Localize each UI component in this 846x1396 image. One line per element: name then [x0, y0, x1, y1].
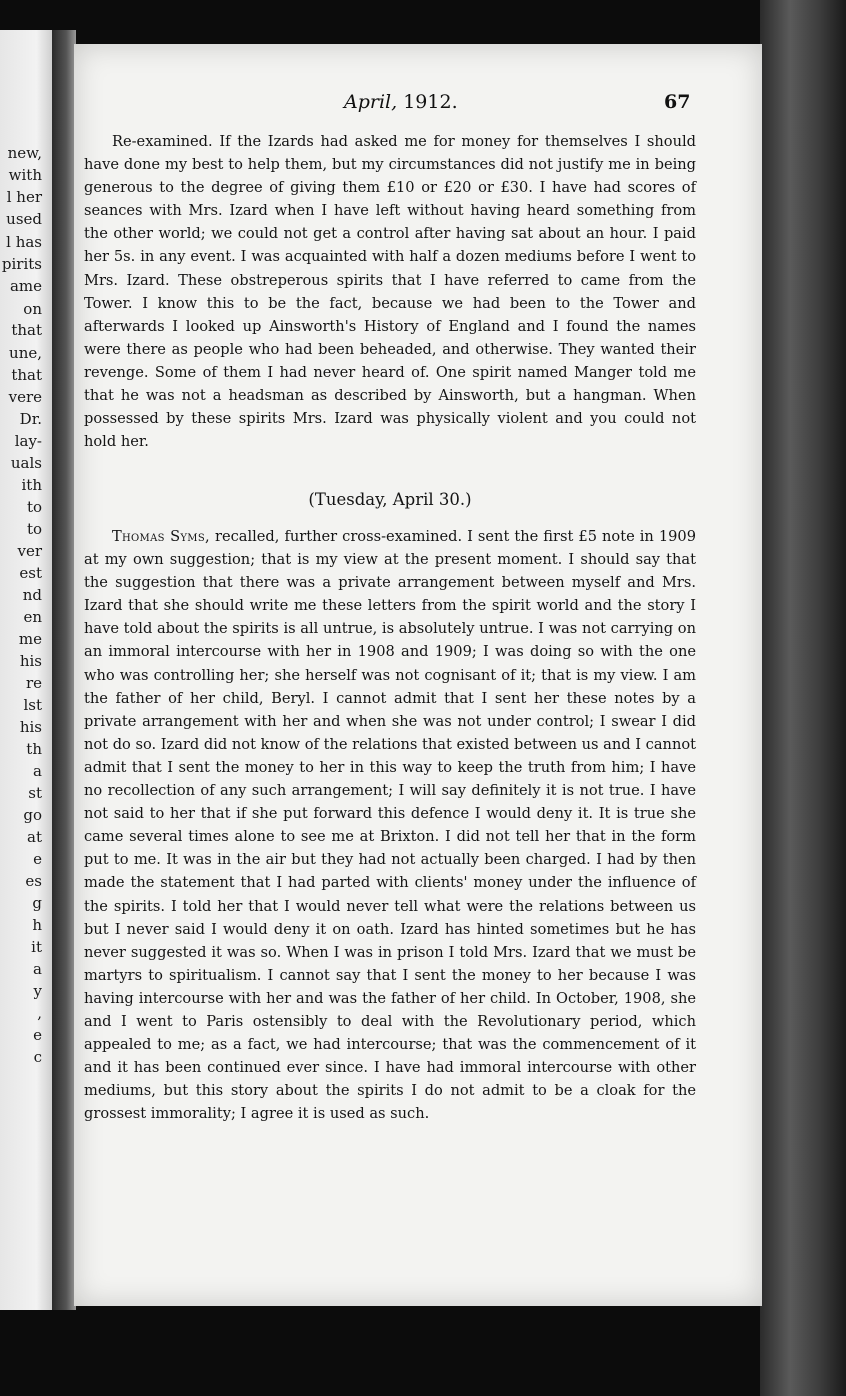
paragraph-re-examined: Re-examined. If the Izards had asked me for money for themselves I should have done my best to help them, but my circumstances did not justify me in being generous to the degree of giving them £10 or £20 or £30. I have had scores of seances with Mrs. Izard when I have left without having heard something from the other world; we could not get a control after having sat about an hour. I paid her 5s. in any event. I was acquainted with half a dozen mediums before I went to Mrs. Izard. These obstreperous spirits that I have referred to came from the Tower. I know this to be the fact, because we had been to the Tower and afterwards I looked up Ainsworth's History of England and I found the names were there as people who had been beheaded, and otherwise. They wanted their revenge. Some of them I had never heard of. One spirit named Manger told me that he was not a headsman as described by Ainsworth, but a hangman. When possessed by these spirits Mrs. Izard was physically violent and you could not hold her. — [84, 133, 696, 451]
facing-page-fragment — [0, 30, 52, 1310]
left-line-fragment: ver — [17, 542, 42, 560]
left-line-fragment: at — [27, 828, 42, 846]
left-line-fragment: that — [11, 321, 42, 339]
left-line-fragment: l her — [6, 188, 42, 206]
testimony-text: recalled, further cross-examined. I sent the first £5 note in 1909 at my own suggestion; that is my view at the present moment. I should say that the suggestion that there was a private arrangement between myself and Mrs. Izard that she should write me these letters from the spirit world and the story I have told about the spirits is all untrue, is absolutely untrue. I was not carrying on an immoral intercourse with her in 1908 and 1909; I was doing so with the one who was controlling her; she herself was not cognisant of it; that is my view. I am the father of her child, Beryl. I cannot admit that I sent her these notes by a private arrangement with her and when she was not under control; I swear I did not do so. Izard did not know of the relations that existed between us and I cannot admit that I sent the money to her in this way to keep the truth from him; I have no recollection of any such arrangement; I will say definitely it is not true. I have not said to her that if she put forward this defence I would deny it. It is true she came several times alone to see me at Brixton. I did not tell her that in the form put to me. It was in the air but they had not actually been charged. I had by then made the statement that I had parted with clients' money under the influence of the spirits. I told her that I would never tell what were the relations between us but I never said I would deny it on oath. Izard has hinted sometimes but he has never suggested it was so. When I was in prison I told Mrs. Izard that we must be martyrs to spiritualism. I cannot say that I sent the money to her because I was having intercourse with her and was the father of her child. In October, 1908, she and I went to Paris ostensibly to deal with the Revolutionary period, which appealed to me; as a fact, we had intercourse; that was the commencement of it and it has been continued ever since. I have had immoral intercourse with other mediums, but this story about the spirits I do not admit to be a cloak for the grossest immorality; I agree it is used as such. — [84, 528, 696, 1123]
left-line-fragment: uals — [10, 454, 42, 472]
left-line-fragment: y — [33, 982, 42, 1000]
book-gutter-shadow — [52, 30, 76, 1310]
left-line-fragment: th — [26, 740, 42, 758]
left-line-fragment: to — [26, 520, 42, 538]
left-line-fragment: to — [26, 498, 42, 516]
left-line-fragment: en — [23, 608, 42, 626]
left-line-fragment: ith — [21, 476, 42, 494]
left-line-fragment: used — [6, 210, 42, 228]
left-line-fragment: st — [28, 784, 42, 802]
left-line-fragment: go — [23, 806, 42, 824]
running-title — [344, 91, 458, 113]
left-line-fragment: est — [19, 564, 42, 582]
left-line-fragment: e — [33, 1026, 42, 1044]
left-line-fragment: that — [11, 366, 42, 384]
left-line-fragment: me — [18, 630, 42, 648]
left-line-fragment: pirits — [1, 255, 42, 273]
left-line-fragment: a — [33, 762, 42, 780]
running-year: 1912. — [403, 91, 458, 113]
paragraph-cross-examined — [84, 525, 696, 1125]
left-line-fragment: , — [37, 1004, 42, 1022]
page-edge-shadow — [760, 0, 846, 1396]
left-line-fragment: lst — [23, 696, 42, 714]
left-line-fragment: c — [33, 1048, 42, 1066]
left-line-fragment: on — [23, 300, 42, 318]
left-line-fragment: with — [8, 166, 42, 184]
left-line-fragment: a — [33, 960, 42, 978]
left-line-fragment: it — [31, 938, 42, 956]
running-head — [74, 91, 762, 117]
left-line-fragment: l has — [6, 233, 42, 251]
session-date-heading: (Tuesday, April 30.) — [308, 490, 472, 509]
left-line-fragment: e — [33, 850, 42, 868]
left-line-fragment: re — [25, 674, 42, 692]
left-line-fragment: ame — [9, 277, 42, 295]
left-line-fragment: nd — [22, 586, 42, 604]
left-line-fragment: h — [32, 916, 42, 934]
left-line-fragment: his — [19, 718, 42, 736]
page-number: 67 — [664, 91, 691, 113]
left-line-fragment: Dr. — [19, 410, 42, 428]
running-month: April, — [344, 91, 398, 113]
left-line-fragment: es — [25, 872, 42, 890]
left-line-fragment: his — [19, 652, 42, 670]
left-line-fragment: g — [32, 894, 42, 912]
speaker-name: Thomas Syms, — [112, 528, 210, 545]
left-line-fragment: lay- — [14, 432, 42, 450]
left-line-fragment: vere — [8, 388, 42, 406]
left-line-fragment: une, — [9, 344, 42, 362]
book-page — [74, 44, 762, 1306]
left-line-fragment: new, — [7, 144, 42, 162]
